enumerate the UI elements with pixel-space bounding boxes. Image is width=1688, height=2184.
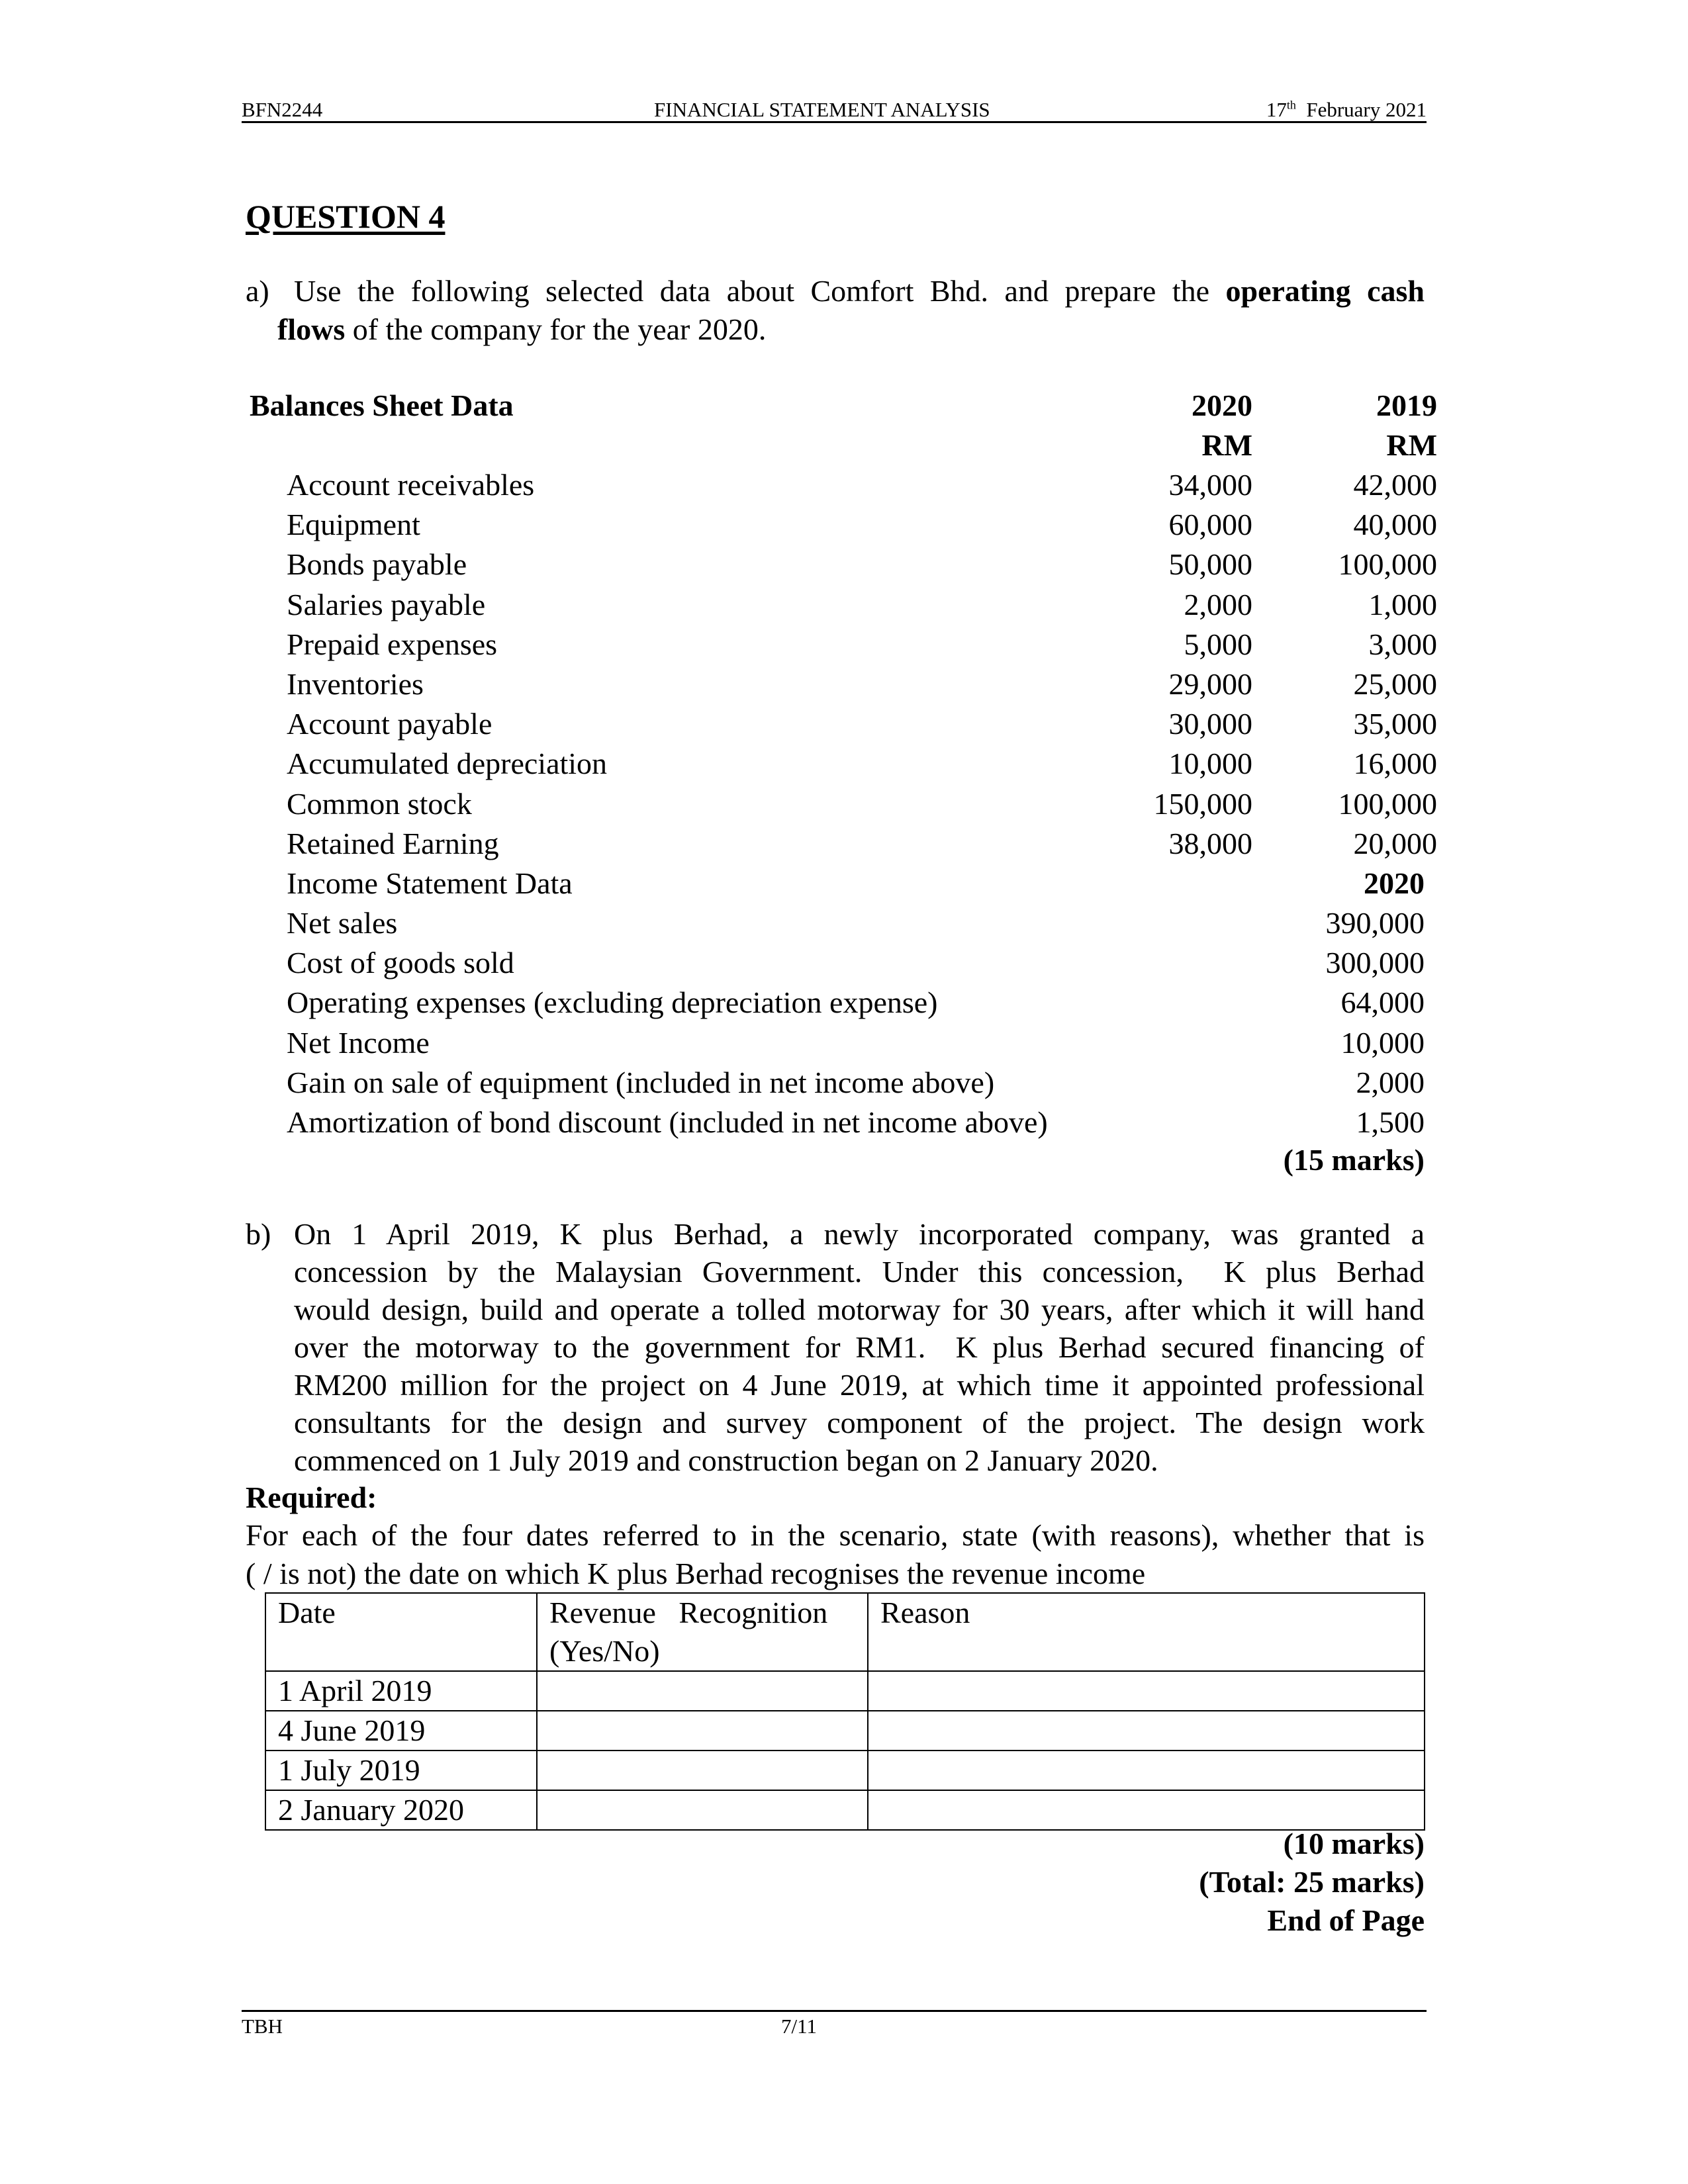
recognition-cell[interactable]: [537, 1751, 868, 1790]
table-header-row: [265, 1593, 1425, 1671]
scenario-line: concession by the Malaysian Government. Under this concession, K plus Berhad: [294, 1255, 1425, 1289]
value-2020: 5,000: [1184, 627, 1252, 661]
income-row-label: Net Income: [287, 1025, 430, 1060]
instruction-line-1: For each of the four dates referred to in the scenario, state (with reasons), whether that is: [246, 1518, 1425, 1552]
income-row-label: Net sales: [287, 906, 398, 940]
reason-cell[interactable]: [868, 1790, 1425, 1830]
income-value: 64,000: [1340, 985, 1425, 1020]
income-value: 390,000: [1325, 906, 1425, 940]
balance-row-label: Accumulated depreciation: [287, 747, 608, 781]
income-statement-heading: Income Statement Data: [287, 866, 573, 900]
income-row-label: Gain on sale of equipment (included in net income above): [287, 1065, 995, 1099]
revenue-recognition-table: [265, 1592, 1425, 1831]
value-2020: 10,000: [1168, 747, 1252, 781]
reason-cell[interactable]: [868, 1751, 1425, 1790]
scenario-line: over the motorway to the government for RM1. K plus Berhad secured financing of: [294, 1330, 1425, 1364]
value-2019: 16,000: [1353, 747, 1437, 781]
header-recognition: [537, 1593, 868, 1671]
income-value: 10,000: [1340, 1025, 1425, 1060]
scenario-line: consultants for the design and survey component of the project. The design work: [294, 1406, 1425, 1439]
income-row-label: Cost of goods sold: [287, 946, 514, 980]
recognition-cell[interactable]: [537, 1671, 868, 1711]
table-row: [265, 1790, 1425, 1830]
question-title: QUESTION 4: [246, 198, 445, 235]
value-2019: 100,000: [1338, 547, 1437, 582]
scenario-line: commenced on 1 July 2019 and construction began on 2 January 2020.: [294, 1443, 1158, 1477]
scenario-line: RM200 million for the project on 4 June 2019, at which time it appointed professional: [294, 1368, 1425, 1402]
income-value: 2,000: [1356, 1065, 1425, 1099]
date-cell: 1 April 2019: [265, 1671, 537, 1711]
balance-row-label: Common stock: [287, 786, 472, 821]
reason-cell[interactable]: [868, 1671, 1425, 1711]
balance-row-label: Equipment: [287, 508, 420, 542]
balance-row-label: Account payable: [287, 707, 492, 741]
scenario-line: On 1 April 2019, K plus Berhad, a newly incorporated company, was granted a: [294, 1217, 1425, 1251]
balance-row-label: Inventories: [287, 667, 424, 701]
part-b-marks: (10 marks): [1283, 1827, 1425, 1860]
course-code: BFN2244: [242, 98, 323, 121]
table-row: [265, 1751, 1425, 1790]
value-2019: 42,000: [1353, 468, 1437, 502]
header-recognition-line2: (Yes/No): [549, 1634, 660, 1668]
exam-date: [1266, 98, 1427, 122]
table-row: [265, 1671, 1425, 1711]
col-2019: 2019: [1376, 388, 1437, 422]
part-a-text: Use the following selected data about Comfort Bhd. and prepare the: [294, 274, 1226, 308]
value-2020: 30,000: [1168, 707, 1252, 741]
required-label: Required:: [246, 1480, 377, 1514]
income-row-label: Amortization of bond discount (included in net income above): [287, 1105, 1048, 1139]
date-suffix: th: [1286, 98, 1296, 112]
income-value: 1,500: [1356, 1105, 1425, 1139]
value-2019: 35,000: [1353, 707, 1437, 741]
value-2020: 2,000: [1184, 587, 1252, 621]
instruction-line-2: ( / is not) the date on which K plus Berhad recognises the revenue income: [246, 1557, 1146, 1590]
total-marks: (Total: 25 marks): [1199, 1865, 1425, 1899]
part-a-line2: [277, 312, 766, 347]
date-rest: February 2021: [1306, 98, 1427, 121]
value-2020: 29,000: [1168, 667, 1252, 701]
income-value: 300,000: [1325, 946, 1425, 980]
value-2019: 3,000: [1368, 627, 1437, 661]
value-2020: 50,000: [1168, 547, 1252, 582]
reason-cell[interactable]: [868, 1711, 1425, 1751]
footer-left: TBH: [242, 2015, 283, 2038]
date-cell: 1 July 2019: [265, 1751, 537, 1790]
balance-row-label: Account receivables: [287, 468, 535, 502]
value-2019: 25,000: [1353, 667, 1437, 701]
balance-row-label: Salaries payable: [287, 587, 486, 621]
part-a-label: a): [246, 274, 269, 308]
value-2019: 40,000: [1353, 508, 1437, 542]
course-title: FINANCIAL STATEMENT ANALYSIS: [654, 98, 990, 121]
date-cell: 2 January 2020: [265, 1790, 537, 1830]
part-a-text2: of the company for the year 2020.: [345, 312, 767, 346]
value-2019: 100,000: [1338, 786, 1437, 821]
part-a-line1: [294, 273, 1425, 308]
value-2019: 20,000: [1353, 826, 1437, 860]
income-row-label: Operating expenses (excluding depreciation expense): [287, 985, 938, 1020]
end-of-page: End of Page: [1267, 1903, 1425, 1937]
value-2019: 1,000: [1368, 587, 1437, 621]
balance-row-label: Retained Earning: [287, 826, 499, 860]
recognition-cell[interactable]: [537, 1711, 868, 1751]
date-cell: 4 June 2019: [265, 1711, 537, 1751]
header-divider: [242, 121, 1427, 123]
header-date: Date: [265, 1593, 537, 1671]
unit-2020: RM: [1201, 428, 1252, 462]
income-col-2020: 2020: [1364, 866, 1425, 900]
unit-2019: RM: [1386, 428, 1437, 462]
footer-divider: [242, 2010, 1427, 2012]
scenario-line: would design, build and operate a tolled motorway for 30 years, after which it will hand: [294, 1293, 1425, 1326]
col-2020: 2020: [1192, 388, 1252, 422]
balance-row-label: Bonds payable: [287, 547, 467, 582]
balance-sheet-heading: Balances Sheet Data: [250, 388, 514, 422]
header-recognition-line1: Revenue Recognition: [549, 1596, 828, 1629]
value-2020: 38,000: [1168, 826, 1252, 860]
date-day: 17: [1266, 98, 1287, 121]
part-a-bold2: flows: [277, 312, 346, 346]
part-b-label: b): [246, 1217, 271, 1251]
part-a-marks: (15 marks): [1283, 1143, 1425, 1177]
table-row: [265, 1711, 1425, 1751]
value-2020: 60,000: [1168, 508, 1252, 542]
value-2020: 150,000: [1153, 786, 1252, 821]
part-a-bold: operating cash: [1225, 274, 1425, 308]
recognition-cell[interactable]: [537, 1790, 868, 1830]
value-2020: 34,000: [1168, 468, 1252, 502]
page-number: 7/11: [781, 2015, 817, 2038]
balance-row-label: Prepaid expenses: [287, 627, 498, 661]
header-reason: Reason: [868, 1593, 1425, 1671]
